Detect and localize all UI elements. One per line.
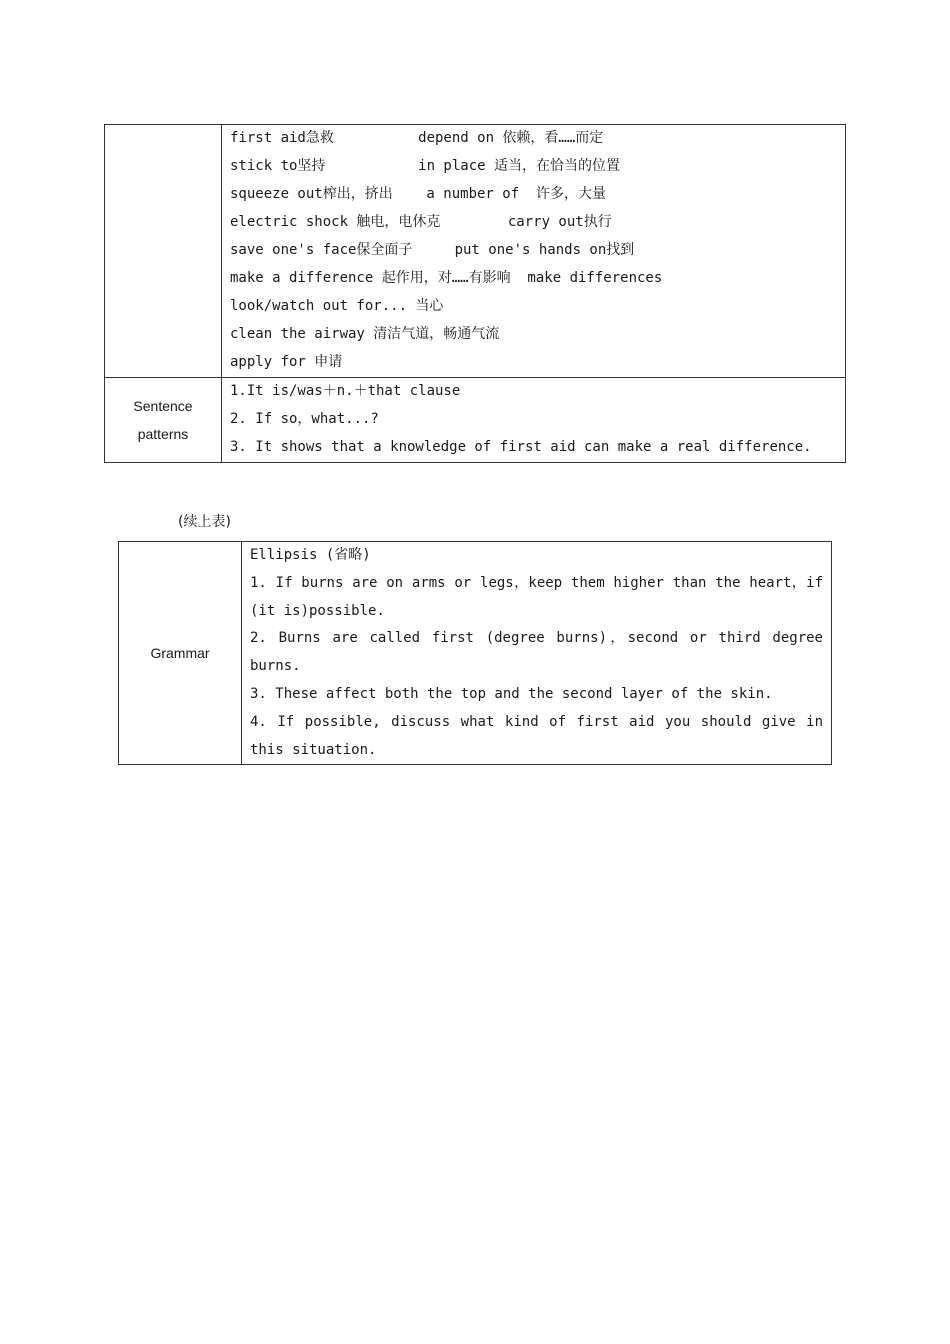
sentence-pattern: 1.It is/was＋n.＋that clause xyxy=(230,383,461,399)
phrases-table xyxy=(104,124,846,463)
phrase-line: apply for 申请 xyxy=(230,354,343,370)
grammar-label: Grammar xyxy=(119,542,242,765)
grammar-row xyxy=(119,542,832,765)
phrase-line: save one's face保全面子 put one's hands on找到 xyxy=(230,242,635,258)
grammar-item: 4. If possible, discuss what kind of first aid you should give in this situation. xyxy=(250,713,823,758)
sentence-pattern: 2. If so，what...? xyxy=(230,411,379,427)
sentence-patterns-row xyxy=(105,378,846,463)
phrases-row xyxy=(105,125,846,378)
grammar-table xyxy=(118,541,832,765)
sentence-patterns-label: Sentence patterns xyxy=(105,378,222,463)
phrase-line: make a difference 起作用，对……有影响 make differences xyxy=(230,270,663,286)
phrase-line: stick to坚持 in place 适当，在恰当的位置 xyxy=(230,158,621,174)
phrase-line: clean the airway 清洁气道，畅通气流 xyxy=(230,326,500,342)
grammar-item: 3. These affect both the top and the second layer of the skin. xyxy=(250,685,773,702)
grammar-cell xyxy=(242,542,832,765)
phrases-label-cell xyxy=(105,125,222,378)
phrases-cell xyxy=(222,125,846,378)
sentence-pattern: 3. It shows that a knowledge of first aid can make a real difference. xyxy=(230,439,812,455)
phrase-line: electric shock 触电，电休克 carry out执行 xyxy=(230,214,612,230)
grammar-item: 1. If burns are on arms or legs，keep them higher than the heart，if (it is)possible. xyxy=(250,574,823,619)
sentence-patterns-cell xyxy=(222,378,846,463)
grammar-item: 2. Burns are called first (degree burns)，second or third degree burns. xyxy=(250,630,823,675)
phrase-line: look/watch out for... 当心 xyxy=(230,298,444,314)
phrase-line: squeeze out榨出，挤出 a number of 许多，大量 xyxy=(230,186,607,202)
continued-label: (续上表) xyxy=(178,514,231,530)
grammar-title: Ellipsis (省略) xyxy=(250,547,371,563)
phrase-line: first aid急救 depend on 依赖，看……而定 xyxy=(230,130,604,146)
